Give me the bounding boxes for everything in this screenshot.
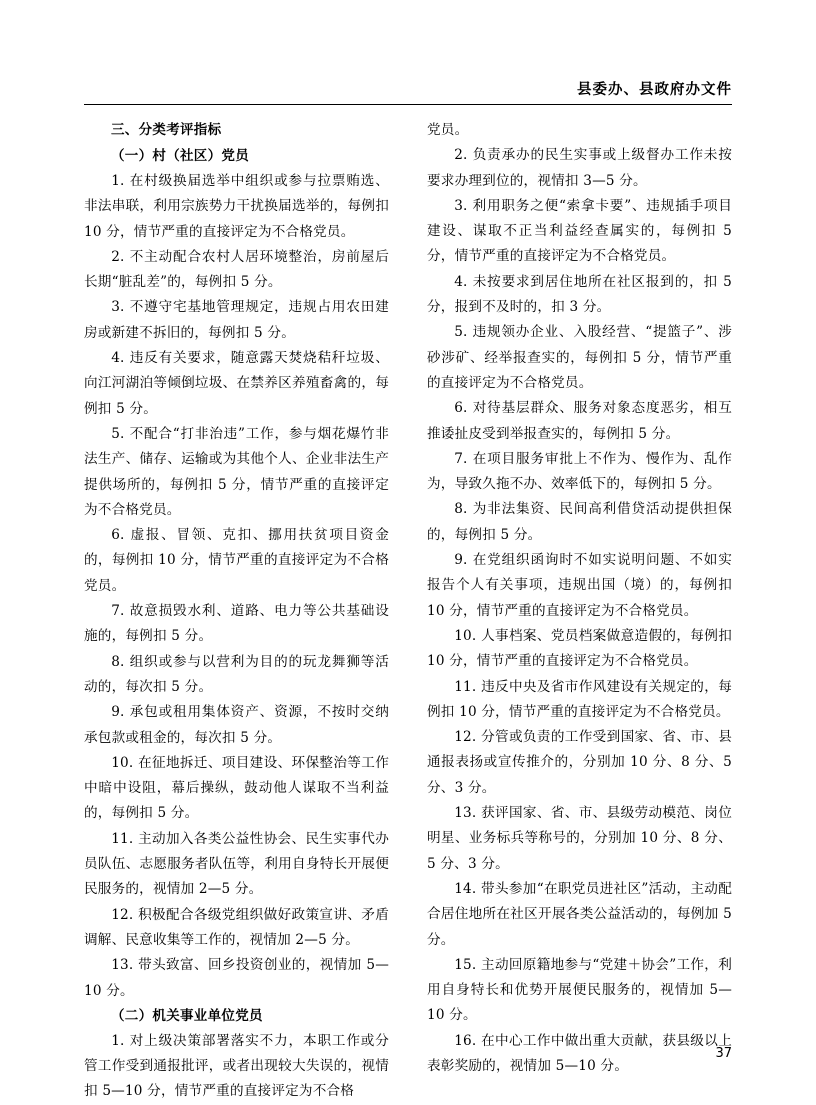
list-item: 10. 人事档案、党员档案做意造假的，每例扣 10 分，情节严重的直接评定为不合格党员。 <box>427 627 732 670</box>
page-header: 县委办、县政府办文件 <box>577 82 732 98</box>
list-item: 11. 违反中央及省市作风建设有关规定的，每例扣 10 分，情节严重的直接评定为不合格党员。 <box>427 678 732 720</box>
list-item: 13. 带头致富、回乡投资创业的，视情加 5—10 分。 <box>84 957 389 999</box>
list-item: 3. 利用职务之便“索拿卡要”、违规插手项目建设、谋取不正当利益经查属实的，每例扣 5 分，情节严重的直接评定为不合格党员。 <box>427 197 732 265</box>
continued-text: 党员。 <box>427 122 469 138</box>
list-item: 11. 主动加入各类公益性协会、民生实事代办员队伍、志愿服务者队伍等，利用自身特长开展便民服务的，视情加 2—5 分。 <box>84 830 389 898</box>
list-item: 2. 负责承办的民生实事或上级督办工作未按要求办理到位的，视情扣 3—5 分。 <box>427 147 732 189</box>
list-item: 12. 分管或负责的工作受到国家、省、市、县通报表扬或宣传推介的，分别加 10 分、8 分、5 分、3 分。 <box>427 729 732 796</box>
two-column-body <box>84 118 732 1105</box>
list-item: 4. 违反有关要求，随意露天焚烧秸秆垃圾、向江河湖泊等倾倒垃圾、在禁养区养殖畜禽的，每例扣 5 分。 <box>84 350 389 417</box>
list-item: 5. 违规领办企业、入股经营、“提篮子”、涉砂涉矿、经举报查实的，每例扣 5 分，情节严重的直接评定为不合格党员。 <box>427 324 732 391</box>
list-item: 1. 对上级决策部署落实不力，本职工作或分管工作受到通报批评，或者出现较大失误的，视情扣 5—10 分，情节严重的直接评定为不合格 <box>84 1032 389 1100</box>
list-item: 8. 组织或参与以营利为目的的玩龙舞狮等活动的，每次扣 5 分。 <box>84 653 389 695</box>
left-column <box>84 118 389 1105</box>
list-item: 14. 带头参加“在职党员进社区”活动，主动配合居住地所在社区开展各类公益活动的，每例加 5 分。 <box>427 880 732 948</box>
section-title: 三、分类考评指标 <box>111 122 222 138</box>
list-item: 6. 虚报、冒领、克扣、挪用扶贫项目资金的，每例扣 10 分，情节严重的直接评定为不合格党员。 <box>84 527 389 594</box>
list-item: 16. 在中心工作中做出重大贡献，获县级以上表彰奖励的，视情加 5—10 分。 <box>427 1032 732 1074</box>
list-item: 10. 在征地拆迁、项目建设、环保整治等工作中暗中设阻，幕后操纵，鼓动他人谋取不当利益的，每例扣 5 分。 <box>84 754 389 822</box>
list-item: 12. 积极配合各级党组织做好政策宣讲、矛盾调解、民意收集等工作的，视情加 2—5 分。 <box>84 906 389 948</box>
list-item: 8. 为非法集资、民间高利借贷活动提供担保的，每例扣 5 分。 <box>427 501 732 543</box>
subsection-title-agency: （二）机关事业单位党员 <box>111 1007 263 1024</box>
subsection-title-village: （一）村（社区）党员 <box>111 148 249 164</box>
list-item: 1. 在村级换届选举中组织或参与拉票贿选、非法串联，利用宗族势力干扰换届选举的，每例扣 10 分，情节严重的直接评定为不合格党员。 <box>84 173 389 240</box>
right-column <box>427 118 732 1105</box>
list-item: 7. 在项目服务审批上不作为、慢作为、乱作为，导致久拖不办、效率低下的，每例扣 5 分。 <box>427 450 732 493</box>
list-item: 6. 对待基层群众、服务对象态度恶劣，相互推诿扯皮受到举报查实的，每例扣 5 分。 <box>427 400 732 442</box>
page-number: 37 <box>715 1046 732 1061</box>
list-item: 2. 不主动配合农村人居环境整治，房前屋后长期“脏乱差”的，每例扣 5 分。 <box>84 248 389 291</box>
list-item: 9. 承包或租用集体资产、资源，不按时交纳承包款或租金的，每次扣 5 分。 <box>84 704 389 746</box>
list-item: 9. 在党组织函询时不如实说明问题、不如实报告个人有关事项，违规出国（境）的，每例扣 10 分，情节严重的直接评定为不合格党员。 <box>427 552 732 619</box>
list-item: 5. 不配合“打非治违”工作，参与烟花爆竹非法生产、储存、运输或为其他个人、企业非法生产提供场所的，每例扣 5 分，情节严重的直接评定为不合格党员。 <box>84 425 389 518</box>
list-item: 3. 不遵守宅基地管理规定，违规占用农田建房或新建不拆旧的，每例扣 5 分。 <box>84 299 389 341</box>
list-item: 7. 故意损毁水利、道路、电力等公共基础设施的，每例扣 5 分。 <box>84 603 389 645</box>
list-item: 13. 获评国家、省、市、县级劳动模范、岗位明星、业务标兵等称号的，分别加 10 分、8 分、5 分、3 分。 <box>427 805 732 872</box>
list-item: 15. 主动回原籍地参与“党建＋协会”工作，利用自身特长和优势开展便民服务的，视情加 5—10 分。 <box>427 956 732 1024</box>
header-divider <box>84 104 732 105</box>
list-item: 4. 未按要求到居住地所在社区报到的，扣 5 分，报到不及时的，扣 3 分。 <box>427 273 732 316</box>
